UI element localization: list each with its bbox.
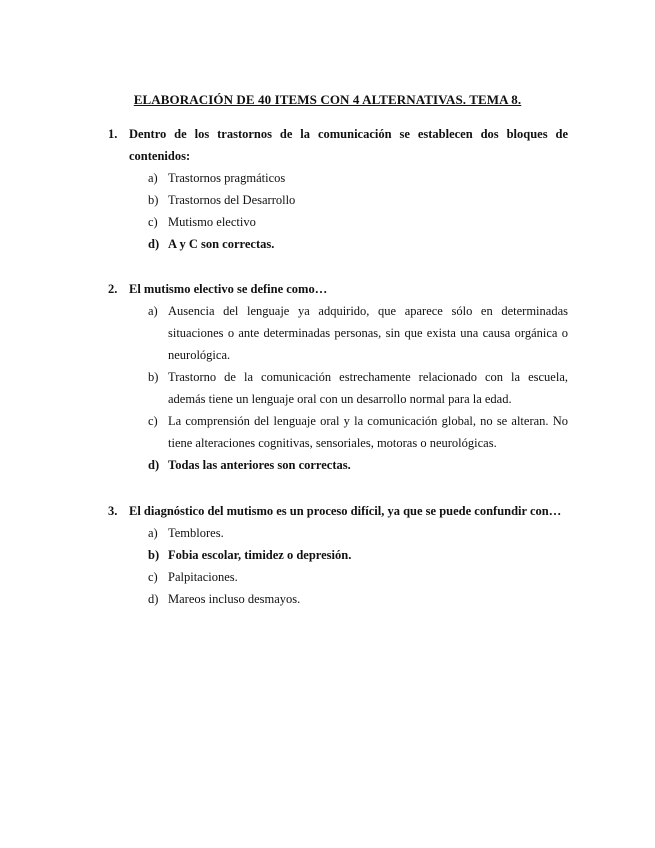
- option-c: [108, 566, 568, 588]
- option-text: La comprensión del lenguaje oral y la comunicación global, no se alteran. No tiene alteraciones cognitivas, sensoriales, motoras o neurológicas.: [168, 414, 568, 450]
- option-d: [108, 588, 568, 610]
- option-text: Palpitaciones.: [168, 570, 238, 584]
- option-letter: d): [148, 237, 160, 251]
- option-text: Trastornos del Desarrollo: [168, 193, 296, 207]
- question-text: El mutismo electivo se define como…: [129, 282, 328, 296]
- option-text: A y C son correctas.: [168, 237, 275, 251]
- option-a: [108, 522, 568, 544]
- option-letter: b): [148, 370, 159, 384]
- option-c: [108, 410, 568, 454]
- option-letter: a): [148, 526, 158, 540]
- option-letter: d): [148, 592, 159, 606]
- option-letter: c): [148, 570, 158, 584]
- question-2-heading: [108, 278, 568, 300]
- answer-options: [108, 167, 568, 255]
- option-b: [108, 366, 568, 410]
- question-text: El diagnóstico del mutismo es un proceso difícil, ya que se puede confundir con…: [129, 504, 562, 518]
- option-a: [108, 300, 568, 366]
- option-letter: d): [148, 458, 160, 472]
- answer-options: [108, 522, 568, 610]
- option-d-correct: [108, 233, 568, 255]
- question-1-heading: [108, 123, 568, 167]
- option-b-correct: [108, 544, 568, 566]
- option-letter: c): [148, 215, 158, 229]
- option-letter: a): [148, 304, 158, 318]
- option-text: Fobia escolar, timidez o depresión.: [168, 548, 352, 562]
- option-letter: c): [148, 414, 158, 428]
- question-number: 2.: [108, 282, 118, 296]
- option-c: [108, 211, 568, 233]
- option-letter: b): [148, 193, 159, 207]
- option-text: Trastorno de la comunicación estrechamente relacionado con la escuela, además tiene un lenguaje oral con un desarrollo normal para la edad.: [168, 370, 568, 406]
- question-number: 1.: [108, 127, 118, 141]
- question-3-heading: [108, 500, 568, 522]
- option-text: Ausencia del lenguaje ya adquirido, que aparece sólo en determinadas situaciones o ante determinadas personas, sin que exista una causa orgánica o neurológica.: [168, 304, 568, 362]
- option-text: Trastornos pragmáticos: [168, 171, 286, 185]
- option-a: [108, 167, 568, 189]
- option-d-correct: [108, 454, 568, 476]
- option-text: Mareos incluso desmayos.: [168, 592, 301, 606]
- question-1: [108, 123, 568, 255]
- option-text: Temblores.: [168, 526, 224, 540]
- question-3: [108, 500, 568, 610]
- question-number: 3.: [108, 504, 118, 518]
- document-title: ELABORACIÓN DE 40 ITEMS CON 4 ALTERNATIVAS. TEMA 8.: [133, 92, 522, 107]
- option-text: Todas las anteriores son correctas.: [168, 458, 351, 472]
- answer-options: [108, 300, 568, 476]
- option-text: Mutismo electivo: [168, 215, 256, 229]
- option-letter: b): [148, 548, 160, 562]
- question-text: Dentro de los trastornos de la comunicación se establecen dos bloques de contenidos:: [129, 127, 568, 163]
- option-letter: a): [148, 171, 158, 185]
- option-b: [108, 189, 568, 211]
- question-2: [108, 278, 568, 476]
